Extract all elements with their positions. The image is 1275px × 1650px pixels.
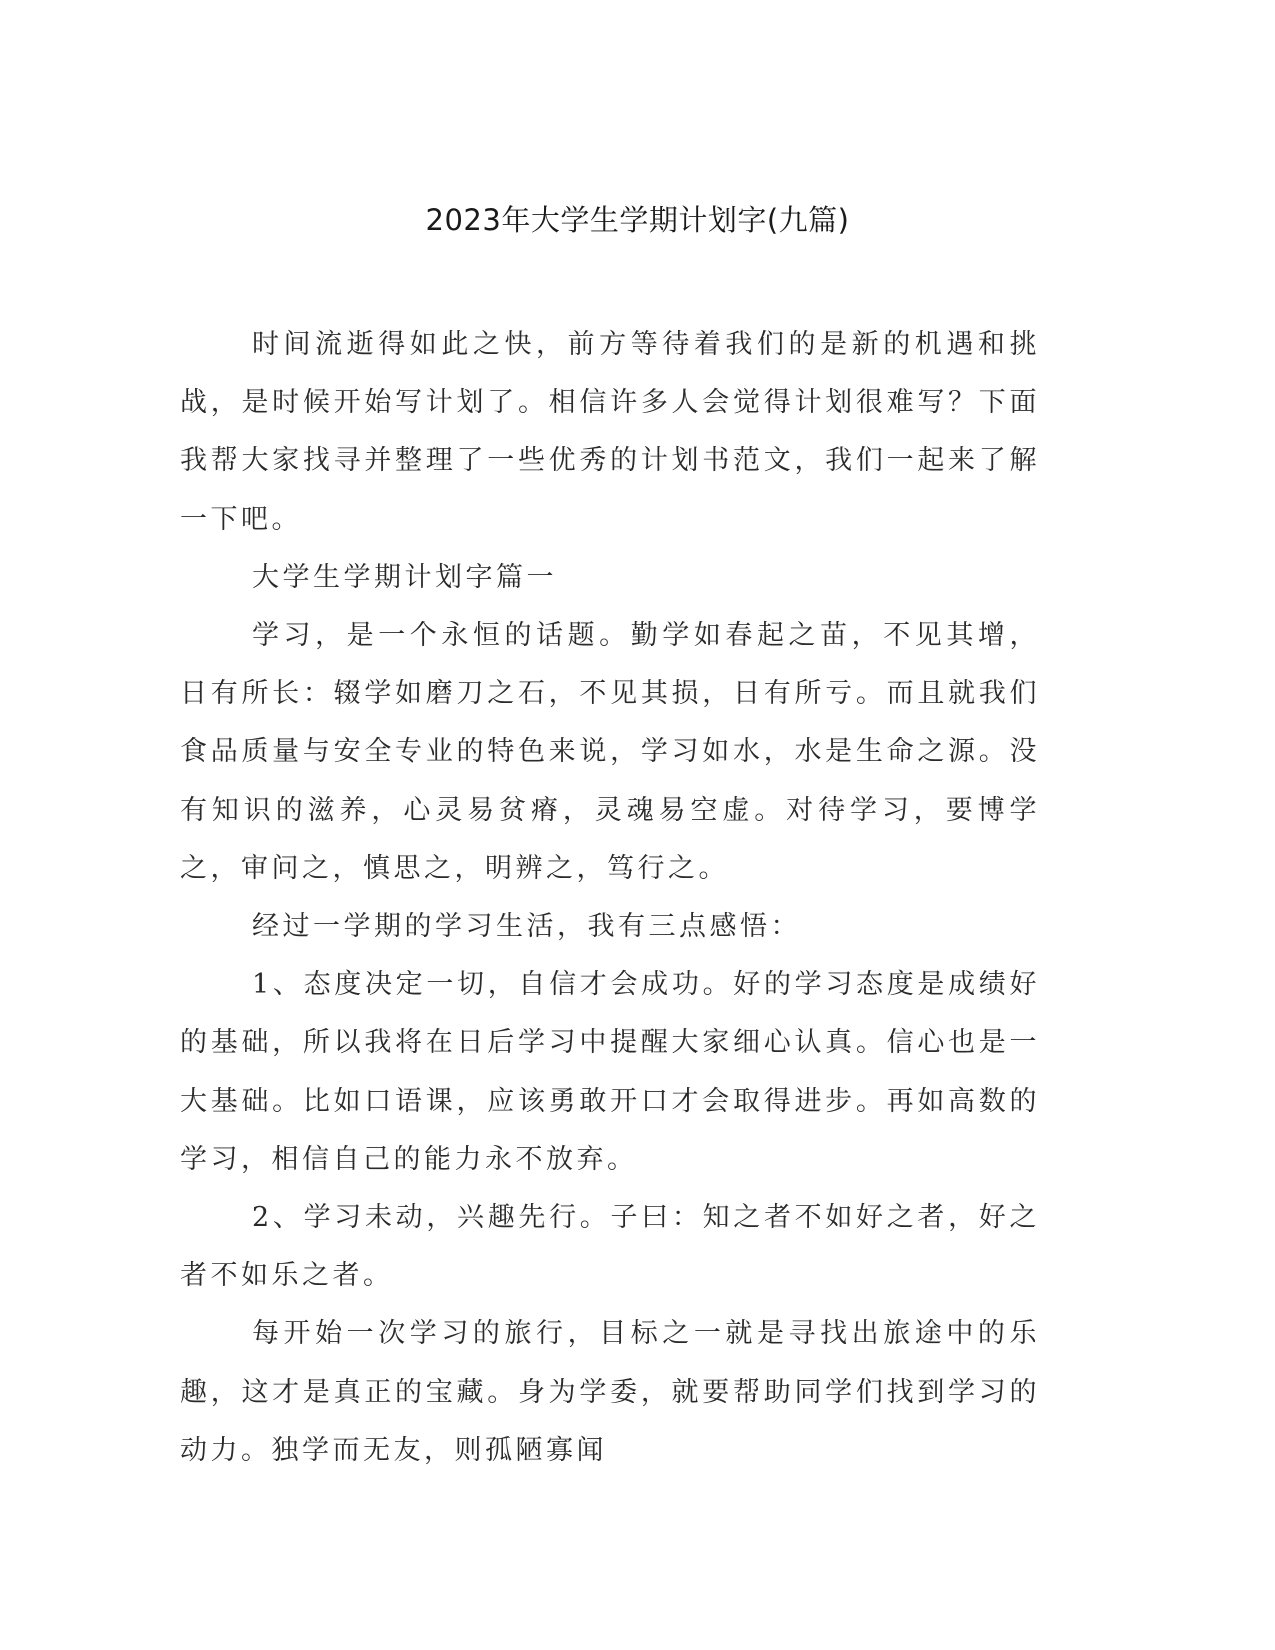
document-title: 2023年大学生学期计划字(九篇) xyxy=(425,203,850,237)
intro-paragraph: 时间流逝得如此之快，前方等待着我们的是新的机遇和挑战，是时候开始写计划了。相信许多人会觉得计划很难写？下面我帮大家找寻并整理了一些优秀的计划书范文，我们一起来了解一下吧。 xyxy=(180,329,1040,535)
body-paragraph: 经过一学期的学习生活，我有三点感悟： xyxy=(252,911,801,943)
document-body xyxy=(180,316,1040,1480)
list-item-paragraph: 2、学习未动，兴趣先行。子曰：知之者不如好之者，好之者不如乐之者。 xyxy=(180,1202,1040,1292)
section-heading: 大学生学期计划字篇一 xyxy=(252,561,557,593)
body-paragraph: 学习，是一个永恒的话题。勤学如春起之苗，不见其增，日有所长：辍学如磨刀之石，不见其损，日有所亏。而且就我们食品质量与安全专业的特色来说，学习如水，水是生命之源。没有知识的滋养，心灵易贫瘠，灵魂易空虚。对待学习，要博学之，审问之，慎思之，明辨之，笃行之。 xyxy=(180,620,1040,884)
body-paragraph: 每开始一次学习的旅行，目标之一就是寻找出旅途中的乐趣，这才是真正的宝藏。身为学委，就要帮助同学们找到学习的动力。独学而无友，则孤陋寡闻 xyxy=(180,1318,1040,1466)
list-item-paragraph: 1、态度决定一切，自信才会成功。好的学习态度是成绩好的基础，所以我将在日后学习中提醒大家细心认真。信心也是一大基础。比如口语课，应该勇敢开口才会取得进步。再如高数的学习，相信自己的能力永不放弃。 xyxy=(180,969,1040,1175)
